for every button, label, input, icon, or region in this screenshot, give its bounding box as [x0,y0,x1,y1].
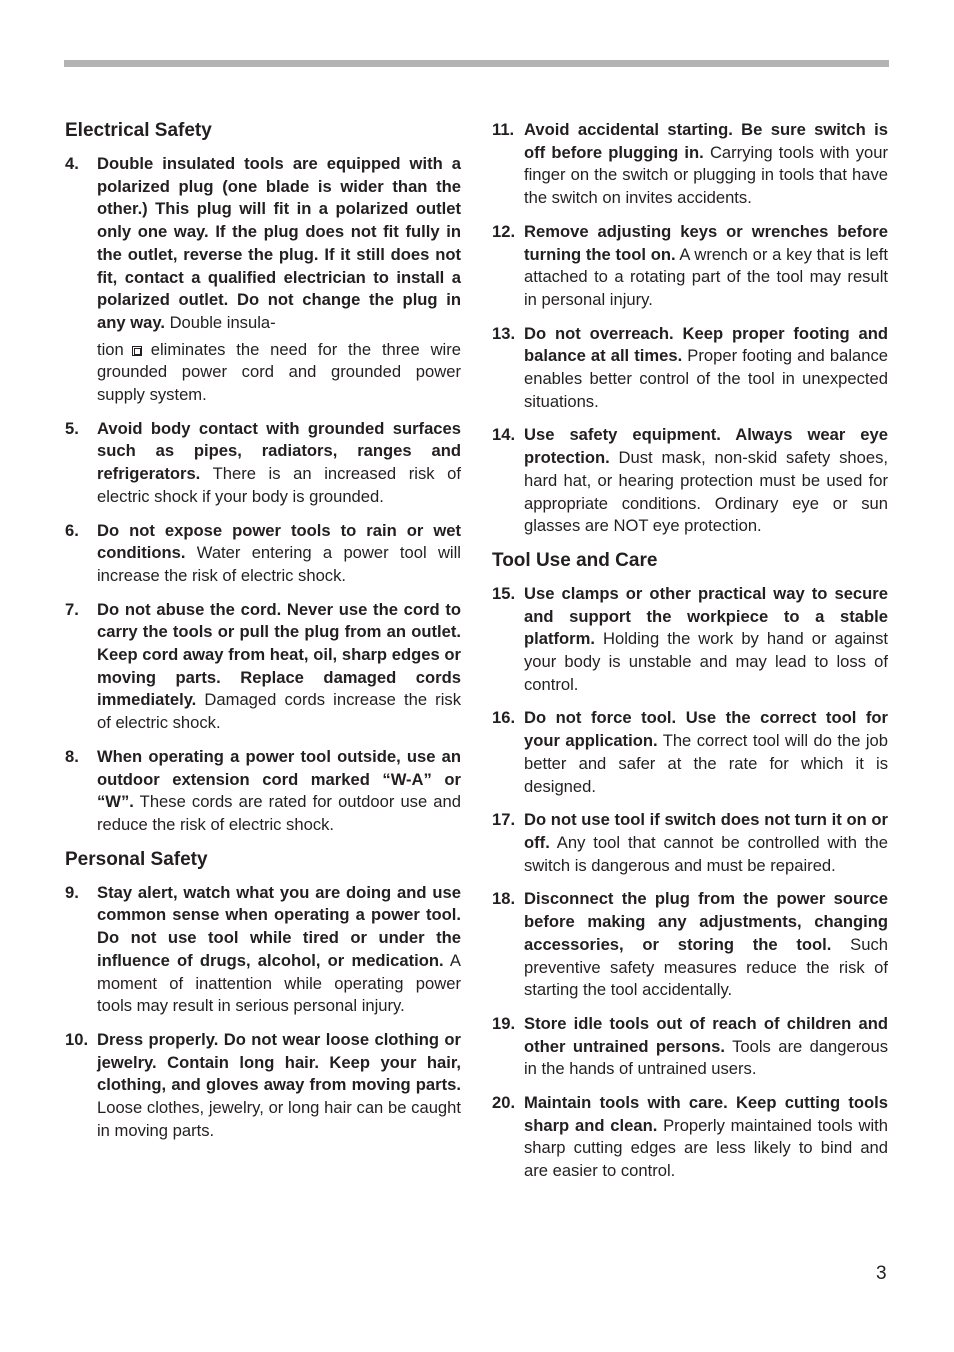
item-text: These cords are rated for outdoor use and reduce the risk of electric shock. [97,792,461,834]
item-number: 4. [65,154,79,173]
section-heading-electrical: Electrical Safety [65,120,212,141]
item-text: Such preventive safety measures reduce the risk of starting the tool accidentally. [524,934,888,1000]
list-item [65,153,461,407]
item-text: The correct tool will do the job better and safer at the rate for which it is designed. [524,731,888,796]
item-text: Dust mask, non-skid safety shoes, hard hat, or hearing protection must be used for appropriate conditions. Ordinary eye or sun glasses are NOT eye protection. [524,448,888,536]
item-text: Any tool that cannot be controlled with the switch is dangerous and must be repaired. [524,832,888,875]
list-item [65,520,461,588]
item-text: Double insula- [164,312,276,332]
list-item [492,888,888,1002]
right-column [492,119,888,1194]
list-item [492,323,888,414]
item-number: 5. [65,418,79,438]
item-text: A wrench or a key that is left attached to a rotating part of the tool may result in personal injury. [524,244,888,309]
item-text: Damaged cords increase the risk of electric shock. [97,690,461,733]
item-text: Loose clothes, jewelry, or long hair can be caught in moving parts. [97,1098,461,1140]
item-text: Holding the work by hand or against your body is unstable and may lead to loss of control. [524,629,888,694]
item-number: 15. [492,583,516,603]
item-bold-text: Do not expose power tools to rain or wet conditions. [97,520,461,563]
item-text: Tools are dangerous in the hands of untrained users. [524,1036,888,1079]
item-bold-text: Dress properly. Do not wear loose clothing or jewelry. Contain long hair. Keep your hair, clothing, and gloves away from moving parts. [97,1029,461,1095]
item-number: 11. [492,120,515,139]
item-number: 19. [492,1013,516,1033]
page-number: 3 [876,1263,887,1284]
item-text-post: eliminates the need for the three wire grounded power cord and grounded power supply system. [97,339,461,405]
item-number: 14. [492,425,516,445]
left-column [65,119,461,1153]
list-item [65,746,461,837]
item-number: 16. [492,708,516,728]
item-bold-text: Remove adjusting keys or wrenches before turning the tool on. [524,221,888,264]
section-heading-personal: Personal Safety [65,848,208,870]
item-number: 10. [65,1029,89,1049]
item-number: 9. [65,882,79,902]
list-item [65,599,461,735]
item-text: Properly maintained tools with sharp cutting edges are less likely to bind and are easier to control. [524,1115,888,1181]
item-number: 13. [492,323,516,343]
list-item [492,1092,888,1183]
list-item [492,583,888,697]
item-continuation [97,339,461,407]
double-insulation-icon [132,346,142,356]
item-bold-text: Do not use tool if switch does not turn it on or off. [524,810,888,852]
list-item [492,707,888,798]
item-bold-text: Do not overreach. Keep proper footing and balance at all times. [524,323,888,366]
item-bold-text: Maintain tools with care. Keep cutting tools sharp and clean. [524,1093,888,1135]
item-text-pre: tion [97,339,124,359]
item-text: Proper footing and balance enables better control of the tool in unexpected situations. [524,346,888,411]
section-heading-tool-use: Tool Use and Care [492,549,658,571]
header-rule [64,60,889,67]
item-text: Water entering a power tool will increase the risk of electric shock. [97,543,461,585]
item-text: Carrying tools with your finger on the switch or plugging in tools that have the switch on invites accidents. [524,142,888,208]
item-bold-text: Do not abuse the cord. Never use the cord to carry the tools or pull the plug from an outlet. Keep cord away from heat, oil, sharp edges or moving parts. Replace damaged cords immediately. [97,599,461,710]
item-text: A moment of inattention while operating power tools may result in serious personal injury. [97,950,461,1016]
item-number: 8. [65,746,79,766]
item-text: There is an increased risk of electric shock if your body is grounded. [97,464,461,506]
item-bold-text: Double insulated tools are equipped with a polarized plug (one blade is wider than the other.) This plug will fit in a polarized outlet only one way. If the plug does not fit fully in the outlet, reverse the plug. If it still does not fit, contact a qualified electrician to install a polarized outlet. Do not change the plug in any way. [97,154,461,332]
item-number: 18. [492,889,516,909]
list-item [492,809,888,877]
item-bold-text: Avoid body contact with grounded surfaces such as pipes, radiators, ranges and refrigerators. [97,418,461,484]
list-item [492,424,888,538]
item-number: 17. [492,810,516,830]
item-number: 12. [492,221,516,241]
item-bold-text: When operating a power tool outside, use an outdoor extension cord marked “W-A” or “W”. [97,746,461,812]
list-item [65,418,461,509]
list-item [492,119,888,210]
list-item [65,882,461,1018]
item-number: 7. [65,599,79,619]
item-bold-text: Use safety equipment. Always wear eye protection. [524,425,888,468]
list-item [492,221,888,312]
item-bold-text: Use clamps or other practical way to secure and support the workpiece to a stable platform. [524,583,888,649]
item-bold-text: Store idle tools out of reach of children and other untrained persons. [524,1013,888,1056]
item-number: 6. [65,520,79,540]
list-item [492,1013,888,1081]
list-item [65,1029,461,1143]
item-bold-text: Do not force tool. Use the correct tool for your application. [524,708,888,751]
item-bold-text: Avoid accidental starting. Be sure switch is off before plugging in. [524,120,888,162]
item-number: 20. [492,1093,516,1113]
item-bold-text: Disconnect the plug from the power source before making any adjustments, changing accessories, or storing the tool. [524,889,888,954]
item-bold-text: Stay alert, watch what you are doing and use common sense when operating a power tool. Do not use tool while tired or under the influence of drugs, alcohol, or medication. [97,882,461,970]
